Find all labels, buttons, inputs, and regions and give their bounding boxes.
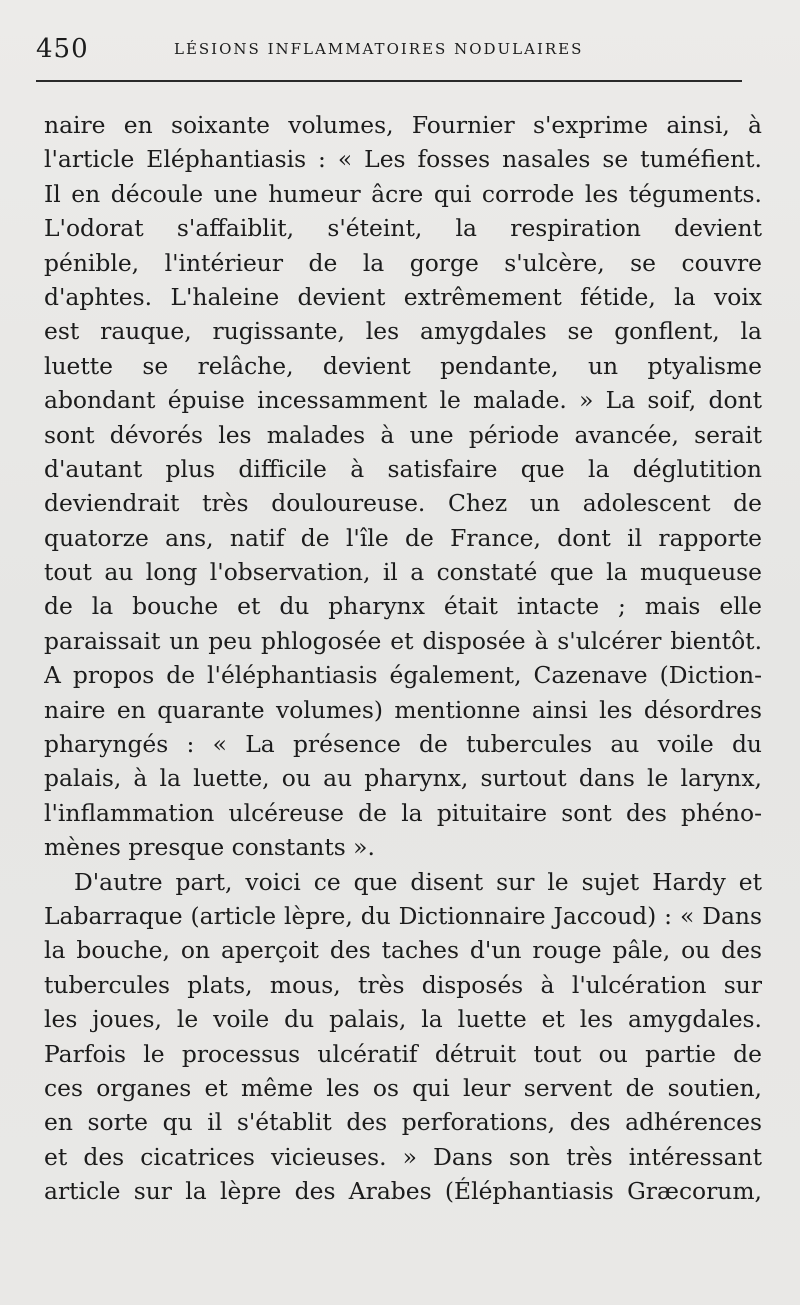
text-line: article sur la lèpre des Arabes (Éléphantiasis Græcorum,	[44, 1177, 762, 1206]
text-line: sont dévorés les malades à une période avancée, serait	[44, 420, 762, 449]
text-line: Labarraque (article lèpre, du Dictionnaire Jaccoud) : « Dans	[44, 901, 762, 930]
text-line: A propos de l'éléphantiasis également, Cazenave (Diction-	[44, 661, 762, 690]
text-line: en sorte qu il s'établit des perforations, des adhérences	[44, 1108, 762, 1137]
text-line: d'aphtes. L'haleine devient extrêmement fétide, la voix	[44, 282, 762, 311]
text-line: naire en quarante volumes) mentionne ainsi les désordres	[44, 695, 762, 724]
header-rule	[36, 80, 742, 82]
text-line: Parfois le processus ulcératif détruit tout ou partie de	[44, 1039, 762, 1068]
text-line: Il en découle une humeur âcre qui corrode les téguments.	[44, 179, 762, 208]
text-line: deviendrait très douloureuse. Chez un adolescent de	[44, 489, 762, 518]
text-line: palais, à la luette, ou au pharynx, surtout dans le larynx,	[44, 764, 762, 793]
text-line: luette se relâche, devient pendante, un ptyalisme	[44, 351, 762, 380]
text-line: paraissait un peu phlogosée et disposée à s'ulcérer bientôt.	[44, 626, 762, 655]
text-line: de la bouche et du pharynx était intacte ; mais elle	[44, 592, 762, 621]
text-line: tubercules plats, mous, très disposés à l'ulcération sur	[44, 970, 762, 999]
text-line: mènes presque constants ».	[44, 833, 375, 862]
page-number: 450	[36, 34, 89, 64]
text-line: quatorze ans, natif de l'île de France, dont il rapporte	[44, 523, 762, 552]
text-line: les joues, le voile du palais, la luette et les amygdales.	[44, 1005, 762, 1034]
text-line: abondant épuise incessamment le malade. » La soif, dont	[44, 386, 762, 415]
text-line: L'odorat s'affaiblit, s'éteint, la respiration devient	[44, 214, 762, 243]
text-line: pénible, l'intérieur de la gorge s'ulcère, se couvre	[44, 248, 762, 277]
text-line: d'autant plus difficile à satisfaire que la déglutition	[44, 454, 762, 483]
text-line: D'autre part, voici ce que disent sur le sujet Hardy et	[74, 867, 762, 896]
text-line: et des cicatrices vicieuses. » Dans son très intéressant	[44, 1142, 762, 1171]
body-text	[44, 108, 762, 1209]
text-line: tout au long l'observation, il a constaté que la muqueuse	[44, 558, 762, 587]
text-line: l'inflammation ulcéreuse de la pituitaire sont des phéno-	[44, 798, 762, 827]
page-header	[34, 34, 760, 68]
text-line: pharyngés : « La présence de tubercules au voile du	[44, 730, 762, 759]
text-line: ces organes et même les os qui leur servent de soutien,	[44, 1073, 762, 1102]
text-line: la bouche, on aperçoit des taches d'un rouge pâle, ou des	[44, 936, 762, 965]
running-title: LÉSIONS INFLAMMATOIRES NODULAIRES	[174, 40, 584, 58]
text-line: naire en soixante volumes, Fournier s'exprime ainsi, à	[44, 111, 762, 139]
text-line: l'article Eléphantiasis : « Les fosses nasales se tuméfient.	[44, 145, 762, 174]
text-line: est rauque, rugissante, les amygdales se gonflent, la	[44, 317, 762, 346]
